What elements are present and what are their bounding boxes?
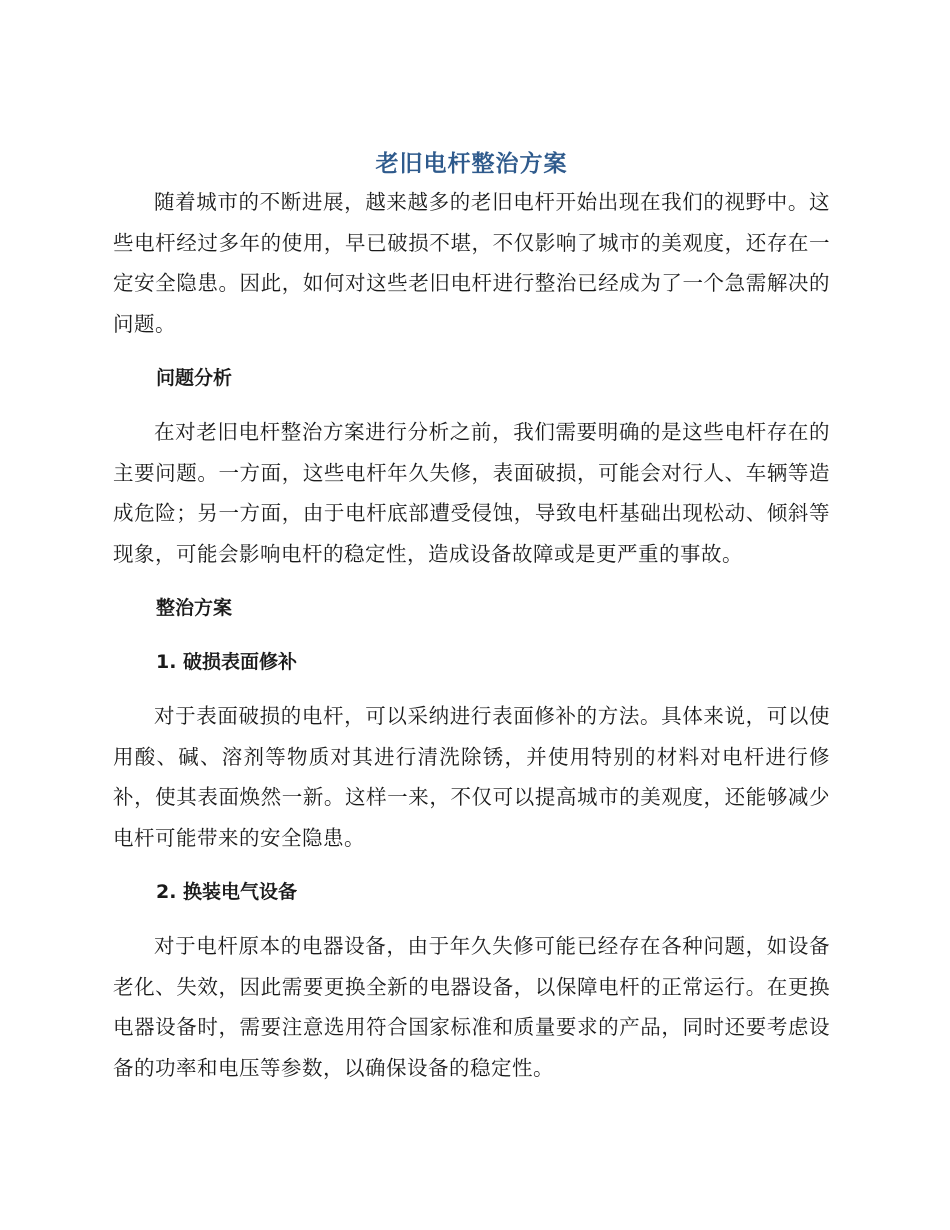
analysis-paragraph: 在对老旧电杆整治方案进行分析之前，我们需要明确的是这些电杆存在的主要问题。一方面，这些电杆年久失修，表面破损，可能会对行人、车辆等造成危险；另一方面，由于电杆底部遭受侵蚀，导致电杆基础出现松动、倾斜等现象，可能会影响电杆的稳定性，造成设备故障或是更严重的事故。 xyxy=(113,420,830,566)
subsection-heading-surface-repair: 1. 破损表面修补 xyxy=(156,651,298,673)
section-heading-plan: 整治方案 xyxy=(156,597,233,619)
page-title: 老旧电杆整治方案 xyxy=(375,151,568,177)
equipment-replacement-paragraph: 对于电杆原本的电器设备，由于年久失修可能已经存在各种问题，如设备老化、失效，因此需要更换全新的电器设备，以保障电杆的正常运行。在更换电器设备时，需要注意选用符合国家标准和质量要求的产品，同时还要考虑设备的功率和电压等参数，以确保设备的稳定性。 xyxy=(113,934,830,1080)
section-heading-analysis: 问题分析 xyxy=(156,367,233,389)
subsection-heading-equipment-replacement: 2. 换装电气设备 xyxy=(156,881,298,903)
surface-repair-paragraph: 对于表面破损的电杆，可以采纳进行表面修补的方法。具体来说，可以使用酸、碱、溶剂等物质对其进行清洗除锈，并使用特别的材料对电杆进行修补，使其表面焕然一新。这样一来，不仅可以提高城市的美观度，还能够减少电杆可能带来的安全隐患。 xyxy=(113,704,830,850)
intro-paragraph: 随着城市的不断进展，越来越多的老旧电杆开始出现在我们的视野中。这些电杆经过多年的使用，早已破损不堪，不仅影响了城市的美观度，还存在一定安全隐患。因此，如何对这些老旧电杆进行整治已经成为了一个急需解决的问题。 xyxy=(113,190,830,336)
